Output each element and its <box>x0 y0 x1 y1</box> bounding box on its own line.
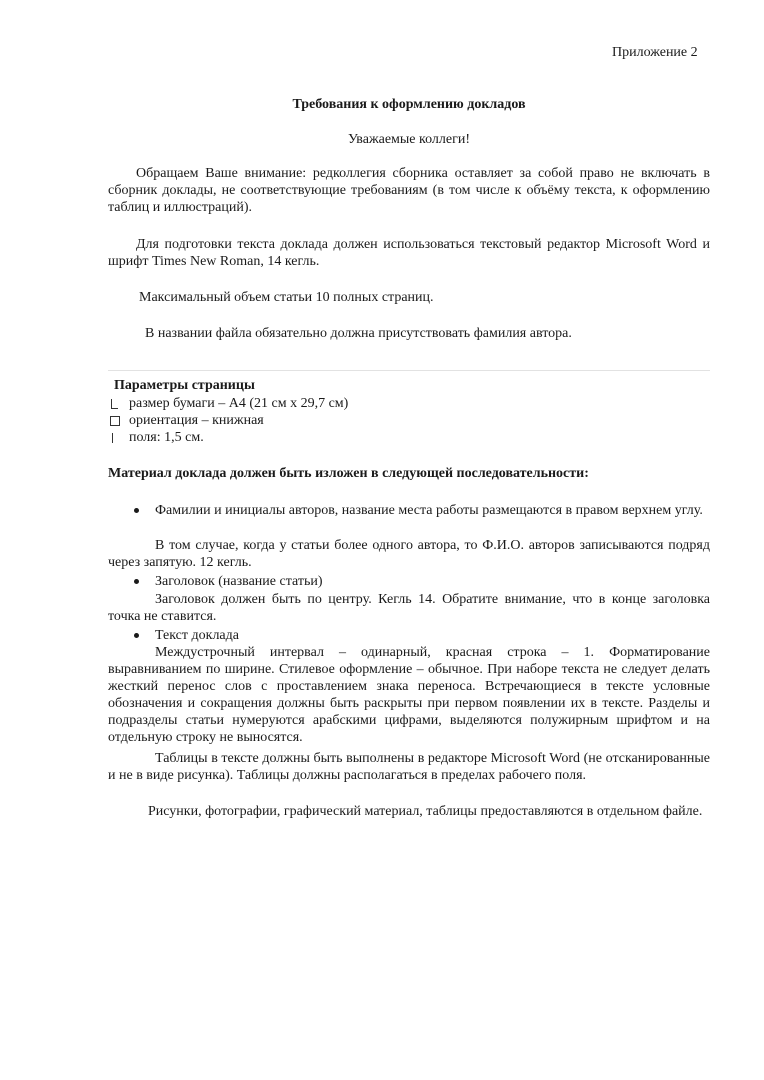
section-1-note: В том случае, когда у статьи более одного автора, то Ф.И.О. авторов записываются подряд через запятую. 12 кегль. <box>108 538 710 570</box>
section-3-note: Междустрочный интервал – одинарный, красная строка – 1. Форматирование выравниванием по ширине. Стилевое оформление – обычное. При наборе текста не следует делать жесткий перенос слов с проставлением знака переноса. Встречающиеся в тексте условные обозначения и сокращения должны быть раскрыты при первом появлении их в тексте. Разделы и подразделы статьи нумеруются арабскими цифрами, выделяются полужирным шрифтом и на отдельную строку не выносятся. <box>108 645 710 745</box>
section-2-note: Заголовок должен быть по центру. Кегль 14. Обратите внимание, что в конце заголовка точка не ставится. <box>108 592 710 624</box>
section-2-bullet: Заголовок (название статьи) <box>155 574 323 589</box>
intro-paragraph-1: Обращаем Ваше внимание: редколлегия сборника оставляет за собой право не включать в сборник доклады, не соответствующие требованиям (в том числе к объёму текста, к оформлению таблиц и иллюстраций). <box>108 166 710 215</box>
page-params-heading: Параметры страницы <box>114 378 255 393</box>
intro-paragraph-4: В названии файла обязательно должна присутствовать фамилия автора. <box>145 326 572 341</box>
greeting: Уважаемые коллеги! <box>347 132 471 147</box>
section-divider <box>108 370 710 371</box>
document-title: Требования к оформлению докладов <box>292 97 526 112</box>
intro-paragraph-3: Максимальный объем статьи 10 полных страниц. <box>139 290 434 305</box>
section-3-note: Таблицы в тексте должны быть выполнены в редакторе Microsoft Word (не отсканированные и не в виде рисунка). Таблицы должны располагаться в пределах рабочего поля. <box>108 751 710 783</box>
appendix-label: Приложение 2 <box>612 45 698 60</box>
page-param-item: размер бумаги – А4 (21 см х 29,7 см) <box>129 396 349 411</box>
section-3-bullet: Текст доклада <box>155 628 239 643</box>
page-param-item: поля: 1,5 см. <box>129 430 204 445</box>
list-marker-icon <box>112 433 113 443</box>
bullet-icon <box>134 633 139 638</box>
list-marker-icon <box>111 399 118 409</box>
section-1-bullet: Фамилии и инициалы авторов, название места работы размещаются в правом верхнем углу. <box>155 503 703 518</box>
list-marker-icon <box>110 416 120 426</box>
intro-paragraph-2: Для подготовки текста доклада должен использоваться текстовый редактор Microsoft Word и шрифт Times New Roman, 14 кегль. <box>108 237 710 269</box>
section-3-note: Рисунки, фотографии, графический материал, таблицы предоставляются в отдельном файле. <box>148 804 703 819</box>
bullet-icon <box>134 579 139 584</box>
sequence-heading: Материал доклада должен быть изложен в следующей последовательности: <box>108 466 589 481</box>
page-param-item: ориентация – книжная <box>129 413 264 428</box>
